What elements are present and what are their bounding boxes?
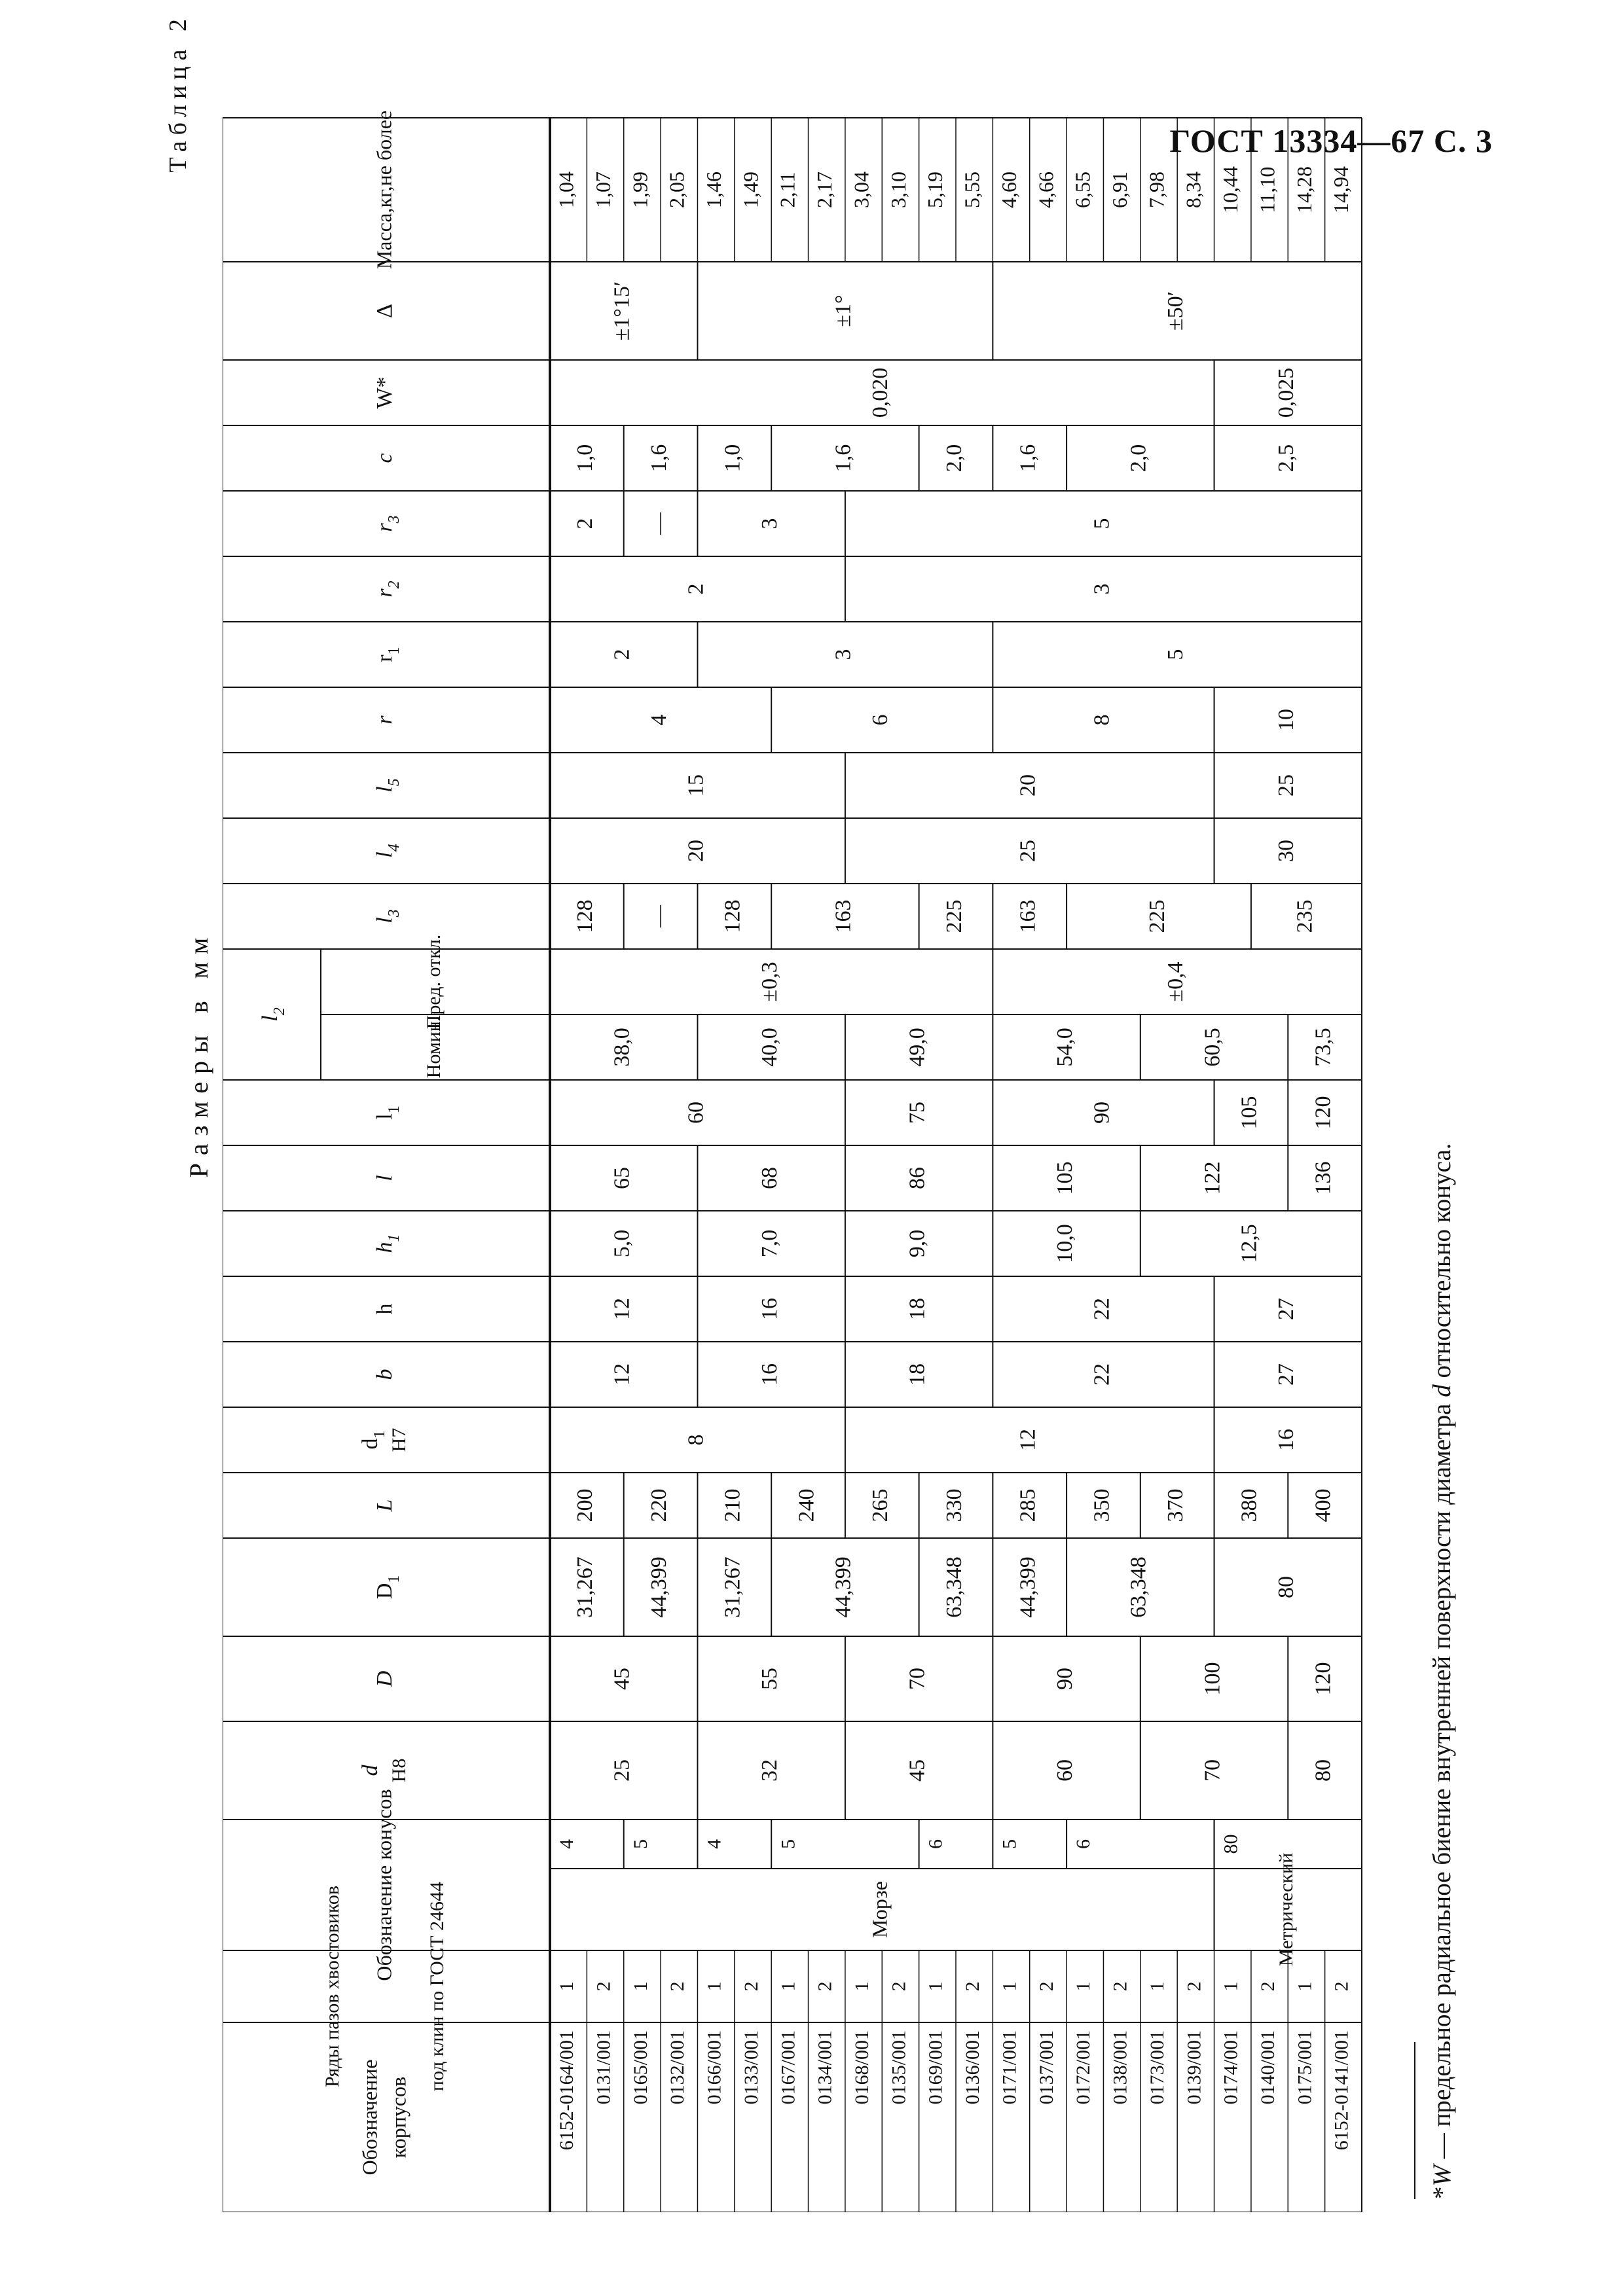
header-r1: $r_1$ bbox=[372, 647, 403, 662]
cell-slot: 1 bbox=[629, 1981, 651, 1992]
cell-D1: 44,399 bbox=[646, 1556, 671, 1618]
cell-slot: 2 bbox=[740, 1981, 762, 1992]
cell-d: 70 bbox=[1200, 1759, 1225, 1782]
cell-l2: 38,0 bbox=[610, 1028, 634, 1067]
cell-delta: ±1° bbox=[831, 295, 856, 327]
header-D: D bbox=[372, 1670, 397, 1687]
cell-mass: 1,49 bbox=[739, 171, 763, 208]
cell-L: 220 bbox=[646, 1488, 671, 1522]
cell-slot: 2 bbox=[1256, 1981, 1279, 1992]
cell-mass: 1,99 bbox=[628, 171, 652, 208]
cell-slot: 1 bbox=[1294, 1981, 1316, 1992]
header-r2: $r_2$ bbox=[372, 581, 403, 598]
footnote-star: * bbox=[1428, 2186, 1456, 2199]
cell-designation: 0169/001 bbox=[924, 2030, 947, 2105]
header-b: b bbox=[372, 1369, 397, 1380]
units-note: Размеры в мм bbox=[184, 929, 213, 1178]
cell-designation: 0133/001 bbox=[740, 2030, 762, 2105]
cell-mass: 14,28 bbox=[1292, 166, 1316, 213]
cell-mass: 2,17 bbox=[812, 171, 837, 208]
cell-l2: 49,0 bbox=[905, 1028, 930, 1067]
cell-slot: 1 bbox=[1146, 1981, 1168, 1992]
footnote bbox=[1427, 759, 1457, 2199]
cell-L: 400 bbox=[1311, 1488, 1336, 1522]
cell-slot: 2 bbox=[1035, 1981, 1057, 1992]
header-mass: Масса,кг,не более bbox=[372, 110, 396, 270]
cell-slot: 2 bbox=[1330, 1981, 1353, 1992]
cell-mass: 5,55 bbox=[960, 171, 984, 208]
cell-r: 4 bbox=[646, 714, 671, 726]
cell-slot: 1 bbox=[850, 1981, 873, 1992]
cell-D: 100 bbox=[1200, 1662, 1225, 1696]
cell-mass: 6,55 bbox=[1070, 171, 1095, 208]
cell-cone-number: 5 bbox=[629, 1839, 651, 1849]
cell-designation: 0136/001 bbox=[962, 2030, 984, 2105]
cell-r1: 5 bbox=[1163, 649, 1188, 660]
header-slots: под клин по ГОСТ 24644 bbox=[426, 1881, 448, 2092]
cell-L: 330 bbox=[941, 1488, 966, 1522]
header-l: l bbox=[372, 1175, 397, 1181]
cell-h1: 7,0 bbox=[757, 1229, 782, 1258]
cell-D: 90 bbox=[1052, 1668, 1077, 1690]
cell-c: 1,0 bbox=[720, 444, 745, 473]
cell-r3: 3 bbox=[757, 518, 782, 529]
header-l2-nom: Номин. bbox=[422, 1016, 445, 1079]
cell-designation: 6152-0164/001 bbox=[556, 2030, 578, 2151]
cell-D: 45 bbox=[610, 1668, 634, 1690]
cell-designation: 6152-0141/001 bbox=[1330, 2030, 1353, 2151]
header-cone: Обозначение конусов bbox=[372, 1789, 396, 1981]
cell-designation: 0132/001 bbox=[666, 2030, 689, 2105]
cell-D1: 31,267 bbox=[573, 1556, 598, 1618]
cell-D1: 63,348 bbox=[1126, 1556, 1151, 1618]
cell-D1: 44,399 bbox=[831, 1556, 856, 1618]
cell-l: 68 bbox=[757, 1167, 782, 1189]
cell-slot: 1 bbox=[556, 1981, 578, 1992]
cell-c: 1,6 bbox=[831, 444, 856, 473]
header-d1-tol: H7 bbox=[388, 1427, 410, 1452]
cell-d: 80 bbox=[1311, 1759, 1336, 1782]
cell-h1: 5,0 bbox=[610, 1229, 634, 1258]
cell-mass: 14,94 bbox=[1329, 166, 1353, 213]
table-caption: Таблица 2 bbox=[164, 13, 192, 173]
cell-d1: 8 bbox=[684, 1434, 708, 1446]
cell-r3: 2 bbox=[573, 518, 598, 529]
cell-mass: 10,44 bbox=[1218, 166, 1243, 213]
cell-mass: 7,98 bbox=[1144, 171, 1169, 208]
cell-slot: 2 bbox=[1109, 1981, 1131, 1992]
cell-mass: 1,04 bbox=[554, 171, 578, 208]
header-W: W* bbox=[372, 376, 397, 409]
cell-cone-number: 5 bbox=[777, 1839, 799, 1849]
cell-c: 1,6 bbox=[1015, 444, 1040, 473]
header-D1: $D_1$ bbox=[372, 1575, 403, 1600]
cell-L: 240 bbox=[794, 1488, 819, 1522]
header-slots: Ряды пазов хвостовиков bbox=[321, 1885, 343, 2088]
footnote-text: — предельное радиальное биение внутренней поверхности диаметра bbox=[1428, 1397, 1456, 2165]
cell-cone-number: 5 bbox=[998, 1839, 1021, 1849]
cell-designation: 0139/001 bbox=[1183, 2030, 1205, 2105]
cell-D: 55 bbox=[757, 1668, 782, 1690]
cell-l3: 225 bbox=[1144, 899, 1169, 933]
cell-D1: 44,399 bbox=[1015, 1556, 1040, 1618]
cell-b: 16 bbox=[757, 1363, 782, 1386]
cell-l3: 225 bbox=[941, 899, 966, 933]
cell-h: 12 bbox=[610, 1298, 634, 1320]
cell-L: 285 bbox=[1015, 1488, 1040, 1522]
cell-l: 136 bbox=[1311, 1161, 1336, 1195]
header-l3: $l_3$ bbox=[372, 909, 403, 924]
cell-l3: 163 bbox=[831, 899, 856, 933]
cell-slot: 2 bbox=[593, 1981, 615, 1992]
cell-b: 18 bbox=[905, 1363, 930, 1386]
cell-h: 18 bbox=[905, 1298, 930, 1320]
header-d1: $d_1$ bbox=[357, 1430, 388, 1450]
cell-b: 27 bbox=[1274, 1363, 1299, 1386]
cell-l4: 25 bbox=[1015, 840, 1040, 862]
cell-mass: 1,07 bbox=[591, 171, 615, 208]
cell-slot: 2 bbox=[888, 1981, 910, 1992]
cell-slot: 2 bbox=[666, 1981, 689, 1992]
cell-mass: 6,91 bbox=[1107, 171, 1131, 208]
cell-mass: 2,11 bbox=[775, 171, 799, 208]
cell-c: 2,5 bbox=[1274, 444, 1299, 473]
cell-l: 122 bbox=[1200, 1161, 1225, 1195]
cell-cone-number: 80 bbox=[1220, 1834, 1242, 1854]
cell-l3: 128 bbox=[573, 899, 598, 933]
cell-designation: 0167/001 bbox=[777, 2030, 799, 2105]
cell-l2dev: ±0,4 bbox=[1163, 961, 1188, 1002]
cell-designation: 0172/001 bbox=[1072, 2030, 1095, 2105]
header-designation: корпусов bbox=[386, 2076, 410, 2159]
cell-slot: 1 bbox=[1072, 1981, 1095, 1992]
cell-mass: 3,10 bbox=[886, 171, 910, 208]
cell-L: 265 bbox=[868, 1488, 893, 1522]
cell-designation: 0171/001 bbox=[998, 2030, 1021, 2105]
cell-r1: 2 bbox=[610, 649, 634, 660]
cell-L: 380 bbox=[1237, 1488, 1262, 1522]
cell-designation: 0131/001 bbox=[593, 2030, 615, 2105]
cell-c: 2,0 bbox=[941, 444, 966, 473]
cell-slot: 2 bbox=[814, 1981, 836, 1992]
cell-mass: 5,19 bbox=[923, 171, 947, 208]
header-r3: $r_3$ bbox=[372, 515, 403, 532]
cell-r1: 3 bbox=[831, 649, 856, 660]
cell-r3: 5 bbox=[1089, 518, 1114, 529]
cell-L: 200 bbox=[573, 1488, 598, 1522]
header-l1: $l_1$ bbox=[372, 1105, 403, 1120]
cell-r2: 2 bbox=[684, 583, 708, 595]
rotated-page-content bbox=[157, 0, 1467, 2212]
cell-h1: 9,0 bbox=[905, 1229, 930, 1258]
cell-l2: 73,5 bbox=[1311, 1028, 1336, 1067]
cell-L: 370 bbox=[1163, 1488, 1188, 1522]
cell-mass: 4,60 bbox=[996, 171, 1021, 208]
cell-d: 25 bbox=[610, 1759, 634, 1782]
cell-mass: 11,10 bbox=[1255, 166, 1279, 213]
cell-l5: 25 bbox=[1274, 774, 1299, 797]
header-h: h bbox=[372, 1303, 397, 1315]
cell-r3: — bbox=[646, 512, 671, 535]
cell-r: 8 bbox=[1089, 714, 1114, 726]
cell-cone-number: 6 bbox=[924, 1839, 947, 1849]
cell-l2dev: ±0,3 bbox=[757, 961, 782, 1002]
header-L: L bbox=[372, 1499, 397, 1512]
cell-d: 60 bbox=[1052, 1759, 1077, 1782]
cell-d: 32 bbox=[757, 1759, 782, 1782]
cell-slot: 1 bbox=[703, 1981, 725, 1992]
cell-cone-metric: Метрический bbox=[1275, 1852, 1298, 1967]
cell-h: 22 bbox=[1089, 1298, 1114, 1320]
cell-b: 12 bbox=[610, 1363, 634, 1386]
header-d: d bbox=[357, 1765, 382, 1776]
cell-D1: 63,348 bbox=[941, 1556, 966, 1618]
header-l4: $l_4$ bbox=[372, 844, 403, 858]
cell-h: 16 bbox=[757, 1298, 782, 1320]
cell-cone-morse: Морзе bbox=[867, 1881, 892, 1938]
footnote-w: W bbox=[1428, 2165, 1456, 2187]
cell-designation: 0135/001 bbox=[888, 2030, 910, 2105]
cell-l1: 60 bbox=[684, 1102, 708, 1124]
cell-cone-number: 4 bbox=[703, 1839, 725, 1849]
cell-d1: 12 bbox=[1015, 1429, 1040, 1451]
cell-slot: 2 bbox=[962, 1981, 984, 1992]
header-delta: Δ bbox=[372, 304, 397, 318]
cell-l1: 105 bbox=[1237, 1096, 1262, 1130]
cell-designation: 0173/001 bbox=[1146, 2030, 1168, 2105]
cell-mass: 3,04 bbox=[849, 171, 873, 208]
cell-h: 27 bbox=[1274, 1298, 1299, 1320]
cell-slot: 1 bbox=[1220, 1981, 1242, 1992]
cell-l2: 54,0 bbox=[1052, 1028, 1077, 1067]
cell-mass: 2,05 bbox=[665, 171, 689, 208]
cell-L: 210 bbox=[720, 1488, 745, 1522]
cell-cone-number: 6 bbox=[1072, 1839, 1095, 1849]
cell-l3: — bbox=[646, 905, 671, 927]
cell-l4: 20 bbox=[684, 840, 708, 862]
cell-c: 2,0 bbox=[1126, 444, 1151, 473]
cell-l1: 90 bbox=[1089, 1102, 1114, 1124]
header-l5: $l_5$ bbox=[372, 778, 403, 793]
cell-l5: 15 bbox=[684, 774, 708, 797]
cell-D: 120 bbox=[1311, 1662, 1336, 1696]
cell-D1: 80 bbox=[1274, 1576, 1299, 1598]
cell-c: 1,0 bbox=[573, 444, 598, 473]
cell-slot: 2 bbox=[1183, 1981, 1205, 1992]
footnote-d: d bbox=[1428, 1384, 1456, 1397]
cell-slot: 1 bbox=[777, 1981, 799, 1992]
cell-designation: 0165/001 bbox=[629, 2030, 651, 2105]
cell-L: 350 bbox=[1089, 1488, 1114, 1522]
document-header: ГОСТ 13334—67 С. 3 bbox=[1169, 122, 1493, 159]
cell-l2: 60,5 bbox=[1200, 1028, 1225, 1067]
cell-slot: 1 bbox=[924, 1981, 947, 1992]
header-c: c bbox=[372, 453, 397, 463]
cell-W: 0,025 bbox=[1274, 367, 1299, 418]
header-l2: $l_2$ bbox=[257, 1007, 288, 1022]
cell-slot: 1 bbox=[998, 1981, 1021, 1992]
cell-l4: 30 bbox=[1274, 840, 1299, 862]
cell-l: 65 bbox=[610, 1167, 634, 1189]
cell-r2: 3 bbox=[1089, 583, 1114, 595]
cell-delta: ±1°15′ bbox=[610, 281, 634, 341]
cell-designation: 0174/001 bbox=[1220, 2030, 1242, 2105]
cell-l1: 75 bbox=[905, 1102, 930, 1124]
header-h1: $h_1$ bbox=[372, 1234, 403, 1253]
cell-h1: 12,5 bbox=[1237, 1224, 1262, 1263]
cell-delta: ±50′ bbox=[1163, 291, 1188, 331]
cell-l3: 128 bbox=[720, 899, 745, 933]
cell-cone-number: 4 bbox=[556, 1839, 578, 1849]
cell-l5: 20 bbox=[1015, 774, 1040, 797]
cell-designation: 0134/001 bbox=[814, 2030, 836, 2105]
footnote-rule bbox=[1414, 2042, 1415, 2199]
cell-designation: 0168/001 bbox=[850, 2030, 873, 2105]
dimensions-table bbox=[223, 0, 1401, 2212]
cell-h1: 10,0 bbox=[1052, 1224, 1077, 1263]
cell-designation: 0138/001 bbox=[1109, 2030, 1131, 2105]
header-designation: Обозначение bbox=[357, 2059, 382, 2176]
header-r: r bbox=[372, 715, 397, 725]
cell-b: 22 bbox=[1089, 1363, 1114, 1386]
cell-designation: 0137/001 bbox=[1035, 2030, 1057, 2105]
cell-l: 105 bbox=[1052, 1161, 1077, 1195]
cell-d: 45 bbox=[905, 1759, 930, 1782]
cell-l: 86 bbox=[905, 1167, 930, 1189]
cell-W: 0,020 bbox=[868, 367, 893, 418]
cell-l3: 163 bbox=[1015, 899, 1040, 933]
cell-mass: 8,34 bbox=[1181, 171, 1205, 208]
cell-designation: 0140/001 bbox=[1256, 2030, 1279, 2105]
footnote-tail: относительно конуса. bbox=[1428, 1143, 1456, 1385]
cell-D: 70 bbox=[905, 1668, 930, 1690]
cell-designation: 0175/001 bbox=[1294, 2030, 1316, 2105]
cell-l2: 40,0 bbox=[757, 1028, 782, 1067]
cell-mass: 1,46 bbox=[701, 171, 725, 208]
cell-d1: 16 bbox=[1274, 1429, 1299, 1451]
cell-r: 6 bbox=[868, 714, 893, 726]
header-l2-dev: Пред. откл. bbox=[422, 934, 445, 1030]
cell-mass: 4,66 bbox=[1034, 171, 1058, 208]
cell-c: 1,6 bbox=[646, 444, 671, 473]
cell-designation: 0166/001 bbox=[703, 2030, 725, 2105]
cell-l1: 120 bbox=[1311, 1096, 1336, 1130]
cell-r: 10 bbox=[1274, 709, 1299, 731]
cell-D1: 31,267 bbox=[720, 1556, 745, 1618]
cell-l3: 235 bbox=[1292, 899, 1317, 933]
header-d-tol: H8 bbox=[388, 1758, 410, 1783]
